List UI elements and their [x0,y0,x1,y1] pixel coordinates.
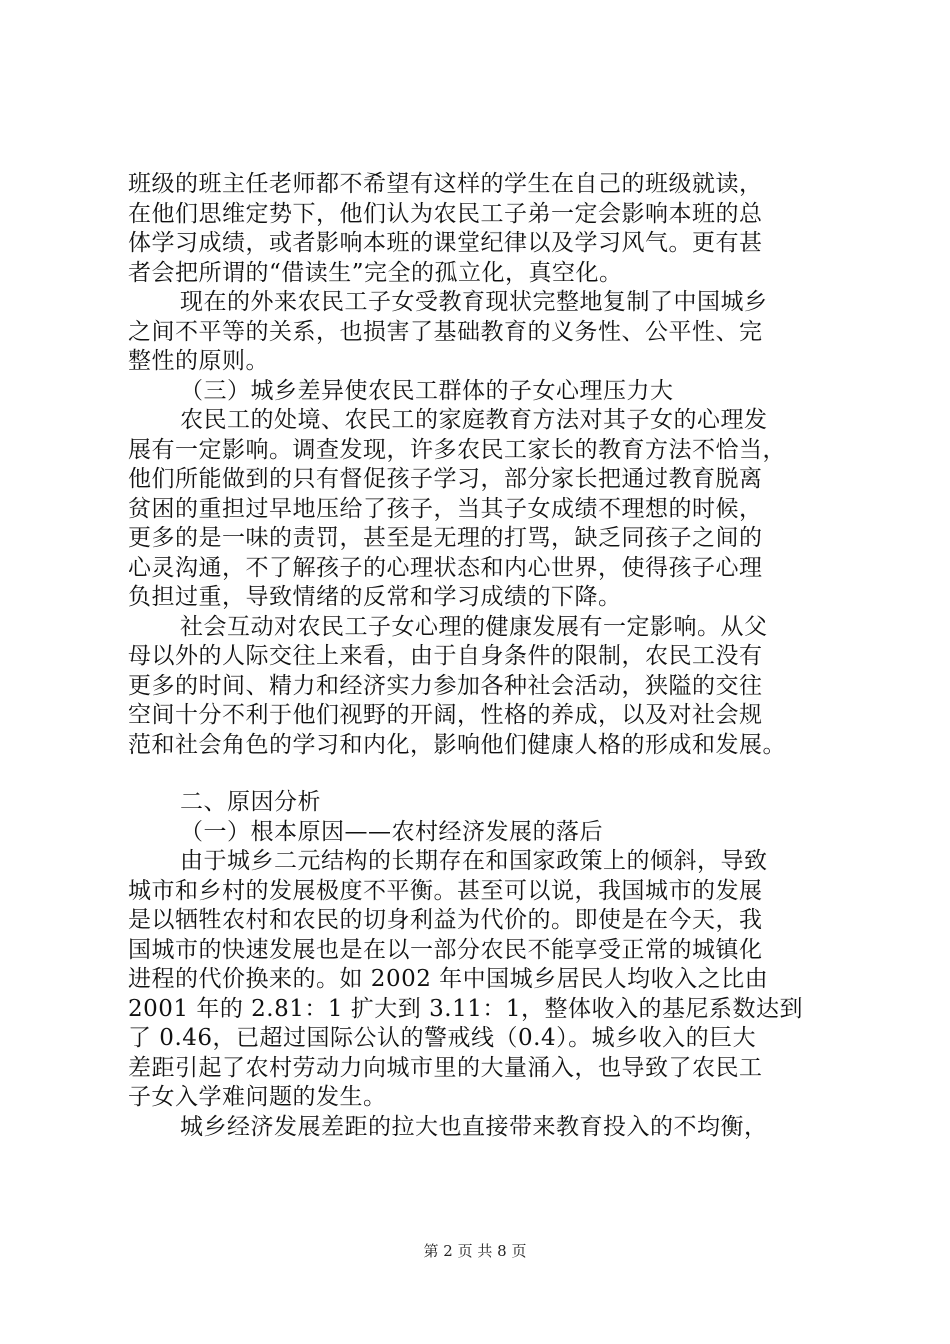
text-line: 者会把所谓的“借读生”完全的孤立化，真空化。 [128,259,623,286]
text-line: 心灵沟通，不了解孩子的心理状态和内心世界，使得孩子心理 [128,554,763,581]
text-line: 之间不平等的关系，也损害了基础教育的义务性、公平性、完 [128,318,763,345]
text-line: 城市和乡村的发展极度不平衡。甚至可以说，我国城市的发展 [128,877,763,904]
paragraph-gap [128,760,838,788]
text-line: 母以外的人际交往上来看，由于自身条件的限制，农民工没有 [128,643,763,669]
text-line: 在他们思维定势下，他们认为农民工子弟一定会影响本班的总 [128,200,763,227]
page-number-footer: 第 2 页 共 8 页 [423,1242,527,1260]
text-line: 了 0.46，已超过国际公认的警戒线（0.4）。城乡收入的巨大 [128,1025,757,1051]
text-line: 进程的代价换来的。如 2002 年中国城乡居民人均收入之比由 [128,966,769,992]
text-line: 班级的班主任老师都不希望有这样的学生在自己的班级就读， [128,171,763,197]
text-line: 负担过重，导致情绪的反常和学习成绩的下降。 [128,584,622,610]
text-line: 空间十分不利于他们视野的开阔，性格的养成，以及对社会规 [128,702,763,728]
text-line: 差距引起了农村劳动力向城市里的大量涌入，也导致了农民工 [128,1054,763,1081]
text-line: 展有一定影响。调查发现，许多农民工家长的教育方法不恰当， [128,436,786,463]
paragraph-start: 城乡经济发展差距的拉大也直接带来教育投入的不均衡， [180,1113,768,1140]
text-line: 范和社会角色的学习和内化，影响他们健康人格的形成和发展。 [128,731,786,758]
text-line: 体学习成绩，或者影响本班的课堂纪律以及学习风气。更有甚 [128,230,763,256]
paragraph-start: 农民工的处境、农民工的家庭教育方法对其子女的心理发 [180,407,768,433]
text-line: 国城市的快速发展也是在以一部分农民不能享受正常的城镇化 [128,936,763,963]
section-heading: （三）城乡差异使农民工群体的子女心理压力大 [180,377,674,404]
text-line: 更多的是一味的责罚，甚至是无理的打骂，缺乏同孩子之间的 [128,525,763,551]
text-line: 整性的原则。 [128,348,269,374]
chapter-heading: 二、原因分析 [180,789,321,815]
paragraph-start: 由于城乡二元结构的长期存在和国家政策上的倾斜，导致 [180,848,768,874]
text-line: 子女入学难问题的发生。 [128,1084,387,1110]
text-line: 2001 年的 2.81：1 扩大到 3.11：1，整体收入的基尼系数达到 [128,995,803,1022]
text-line: 他们所能做到的只有督促孩子学习，部分家长把通过教育脱离 [128,466,763,492]
paragraph-start: 社会互动对农民工子女心理的健康发展有一定影响。从父 [180,613,768,640]
document-body [128,170,838,1142]
paragraph-start: 现在的外来农民工子女受教育现状完整地复制了中国城乡 [180,289,768,315]
text-line: 更多的时间、精力和经济实力参加各种社会活动，狭隘的交往 [128,672,763,699]
text-line: 贫困的重担过早地压给了孩子，当其子女成绩不理想的时候， [128,495,763,522]
section-heading: （一）根本原因——农村经济发展的落后 [180,818,603,845]
text-line: 是以牺牲农村和农民的切身利益为代价的。即使是在今天，我 [128,907,763,933]
